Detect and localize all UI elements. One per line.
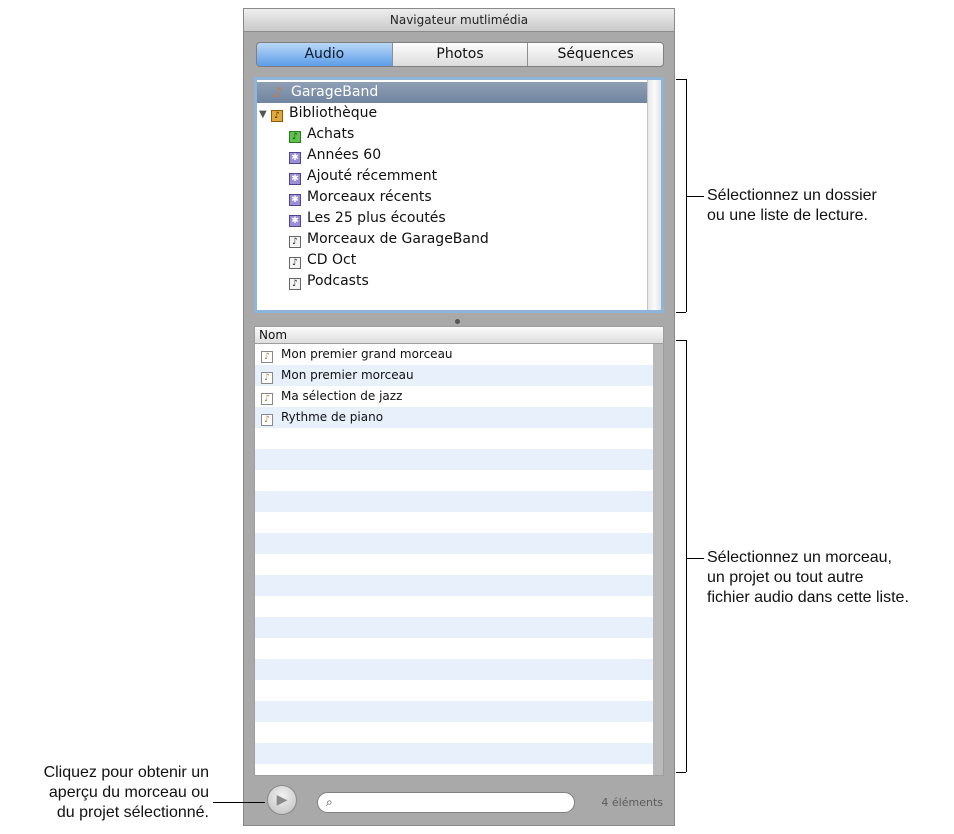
table-row[interactable]: [255, 407, 655, 428]
callout-line: Cliquez pour obtenir un: [43, 764, 209, 781]
callout-leader: [213, 802, 265, 803]
callout-line: Sélectionnez un dossier: [707, 187, 877, 204]
source-item-label: Morceaux de GarageBand: [307, 231, 489, 247]
file-name: Ma sélection de jazz: [281, 389, 403, 403]
file-list-scrollbar[interactable]: [653, 344, 663, 775]
tab-audio[interactable]: Audio: [257, 43, 392, 66]
source-item-label: CD Oct: [307, 252, 357, 268]
source-item-label: Morceaux récents: [307, 189, 432, 205]
playlist-icon: ♪: [289, 257, 301, 269]
window-title: Navigateur mutlimédia: [244, 9, 674, 32]
source-item-library[interactable]: [257, 103, 377, 124]
table-row[interactable]: [255, 386, 655, 407]
source-item-annees-60[interactable]: [257, 145, 381, 166]
play-icon: ▶: [276, 792, 288, 808]
smart-playlist-icon: ✱: [289, 152, 301, 164]
callout-leader: [686, 196, 704, 197]
source-item-label: Bibliothèque: [289, 105, 378, 121]
source-item-morceaux-garageband[interactable]: [257, 229, 489, 250]
callout-line: un projet ou tout autre: [707, 569, 864, 586]
callout-leader: [686, 558, 704, 559]
media-type-segmented-control: [256, 42, 664, 67]
library-icon: ♪: [271, 110, 283, 122]
garageband-file-icon: ♪: [261, 351, 273, 363]
garageband-file-icon: ♪: [261, 393, 273, 405]
smart-playlist-icon: ✱: [289, 215, 301, 227]
callout-line: aperçu du morceau ou: [48, 784, 209, 801]
callout-line: ou une liste de lecture.: [707, 207, 868, 224]
callout-bracket: [686, 340, 687, 772]
callout-files: [707, 548, 952, 608]
row-stripe: [255, 743, 655, 764]
table-row[interactable]: [255, 344, 655, 365]
guitar-icon: ♪: [273, 85, 283, 101]
row-stripe: [255, 491, 655, 512]
row-stripe: [255, 533, 655, 554]
row-stripe: [255, 659, 655, 680]
file-name: Rythme de piano: [281, 410, 384, 424]
search-icon: ⌕: [326, 795, 333, 809]
callout-bracket: [676, 340, 686, 341]
row-stripe: [255, 575, 655, 596]
callout-source: [707, 186, 952, 226]
table-row[interactable]: [255, 365, 655, 386]
file-name: Mon premier morceau: [281, 368, 414, 382]
source-item-label: GarageBand: [291, 84, 379, 100]
source-item-label: Podcasts: [307, 273, 369, 289]
callout-line: du projet sélectionné.: [56, 804, 209, 821]
callout-bracket: [676, 312, 686, 313]
item-count: 4 éléments: [601, 796, 663, 809]
source-item-top-25[interactable]: [257, 208, 446, 229]
split-view-handle[interactable]: [455, 319, 460, 324]
file-name: Mon premier grand morceau: [281, 347, 453, 361]
source-list: [254, 77, 664, 313]
smart-playlist-icon: ✱: [289, 194, 301, 206]
row-stripe: [255, 701, 655, 722]
row-stripe: [255, 449, 655, 470]
source-item-morceaux-recents[interactable]: [257, 187, 432, 208]
tab-sequences[interactable]: Séquences: [527, 43, 663, 66]
source-list-scrollbar[interactable]: [647, 80, 661, 310]
source-item-achats[interactable]: [257, 124, 354, 145]
garageband-file-icon: ♪: [261, 372, 273, 384]
garageband-file-icon: ♪: [261, 414, 273, 426]
callout-play: [0, 763, 209, 823]
playlist-icon: ♪: [289, 278, 301, 290]
callout-bracket: [676, 772, 686, 773]
playlist-icon: ♪: [289, 236, 301, 248]
tab-photos[interactable]: Photos: [392, 43, 528, 66]
source-item-podcasts[interactable]: [257, 271, 369, 292]
source-item-label: Années 60: [307, 147, 382, 163]
media-browser-window: [243, 8, 675, 826]
disclosure-triangle-icon[interactable]: ▼: [259, 109, 267, 120]
file-list: [254, 344, 664, 776]
smart-playlist-icon: ✱: [289, 173, 301, 185]
source-item-label: Les 25 plus écoutés: [307, 210, 446, 226]
purchased-playlist-icon: ♪: [289, 131, 301, 143]
column-header-name[interactable]: Nom: [254, 326, 664, 344]
row-stripe: [255, 617, 655, 638]
callout-line: Sélectionnez un morceau,: [707, 549, 892, 566]
source-item-cd-oct[interactable]: [257, 250, 356, 271]
source-item-label: Achats: [307, 126, 355, 142]
search-field[interactable]: [317, 792, 575, 813]
callout-line: fichier audio dans cette liste.: [707, 589, 909, 606]
source-item-label: Ajouté récemment: [307, 168, 438, 184]
callout-bracket: [676, 79, 686, 80]
play-button[interactable]: [267, 785, 297, 815]
source-item-ajoute-recemment[interactable]: [257, 166, 437, 187]
source-item-garageband[interactable]: [257, 82, 662, 103]
